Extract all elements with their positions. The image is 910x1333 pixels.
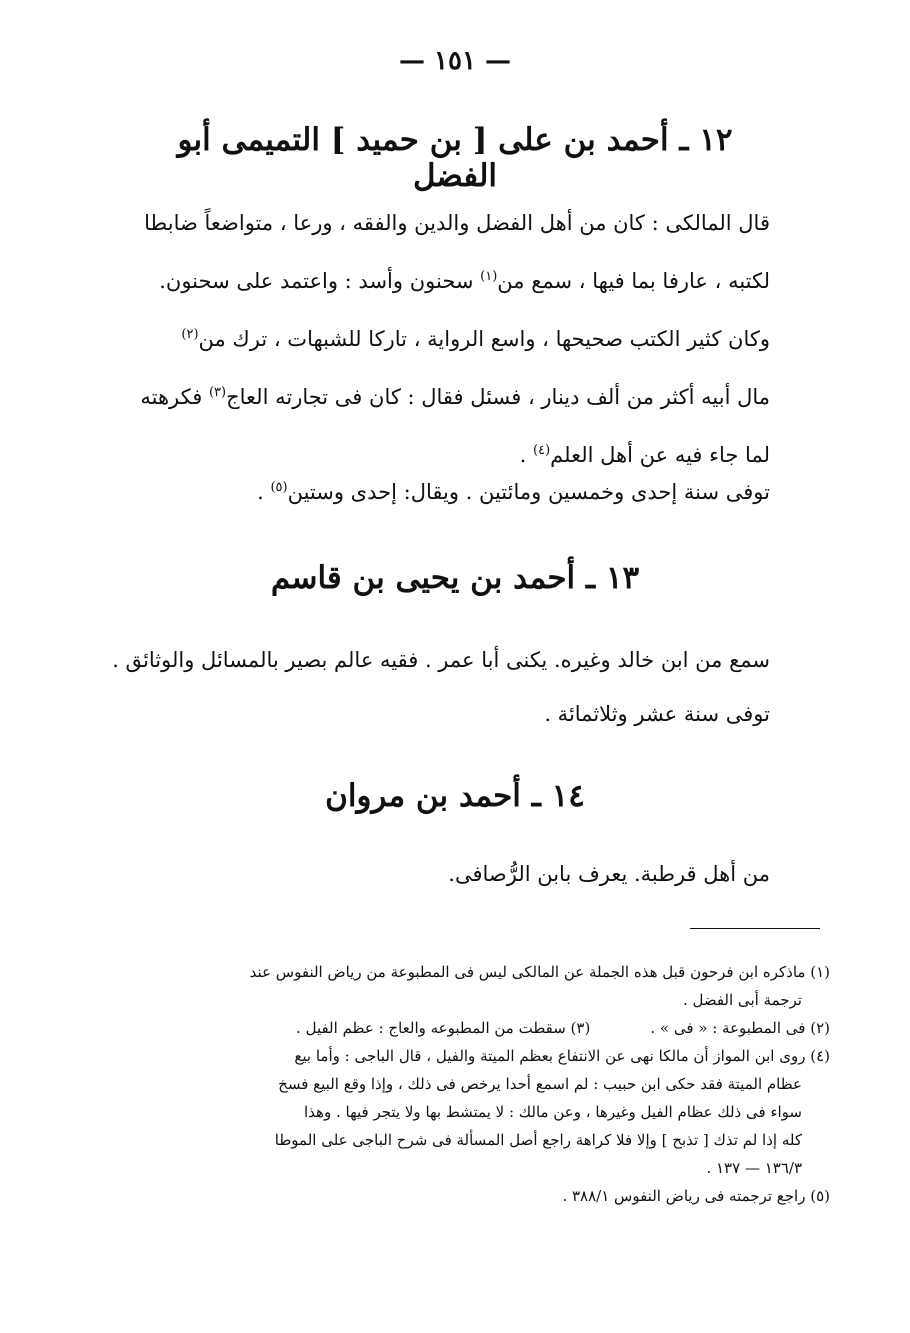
entry-12-line-4-b: فكرهته [140,385,203,409]
entry-heading-14: ١٤ ـ أحمد بن مروان [325,778,585,814]
entry-heading-12: ١٢ ـ أحمد بن على [ بن حميد ] التميمى أبو الفضل [177,122,733,194]
footnote-mark-3: (٣) [208,385,227,400]
footnote-4-line-1: (٤) روى ابن المواز أن مالكا نهى عن الانتفاع بعظم الميتة والفيل ، قال الباجى : وأما بيع [294,1047,830,1065]
entry-13-line-2: توفى سنة عشر وثلاثمائة . [544,702,770,726]
footnote-mark-2: (٢) [181,327,199,342]
footnote-1-line-2: ترجمة أبى الفضل . [682,991,802,1009]
entry-12-death-text: توفى سنة إحدى وخمسين ومائتين . ويقال: إحدى وستين [287,480,770,504]
footnote-4-line-5: ١٣٦/٣ — ١٣٧ . [706,1159,802,1177]
footnote-mark-5: (٥) [270,480,288,495]
footnote-divider [690,928,820,929]
footnote-4-line-4: كله إذا لم تذك [ تذبح ] وإلا فلا كراهة راجع أصل المسألة فى شرح الباجى على الموطا [274,1131,802,1149]
entry-12-line-2-a: لكتبه ، عارفا بما فيها ، سمع من [497,269,770,293]
entry-12-line-5-a: لما جاء فيه عن أهل العلم [550,443,770,467]
footnote-4-line-3: سواء فى ذلك عظام الفيل وغيرها ، وعن مالك : لا يمتشط بها ولا يتجر فيها . وهذا [304,1103,802,1121]
entry-heading-13: ١٣ ـ أحمد بن يحيى بن قاسم [270,560,640,596]
footnote-1-line-1: (١) ماذكره ابن فرحون قبل هذه الجملة عن المالكى ليس فى المطبوعة من رياض النفوس عند [249,963,830,981]
footnote-2-3-row [140,1014,830,1042]
footnote-mark-4: (٤) [533,443,551,458]
entry-12-line-1: قال المالكى : كان من أهل الفضل والدين والفقه ، ورعا ، متواضعاً ضابطا [144,211,770,235]
entry-12-line-3 [150,308,770,366]
entry-12-line-4 [140,366,770,424]
footnotes [140,958,830,1210]
footnote-mark-1: (١) [480,269,498,284]
footnote-2: (٢) فى المطبوعة : « فى » . [650,1019,830,1037]
entry-12-line-2-b: سحنون وأسد : واعتمد على سحنون. [159,269,474,293]
footnote-5: (٥) راجع ترجمته فى رياض النفوس ٣٨٨/١ . [562,1187,830,1205]
entry-13-line-1: سمع من ابن خالد وغيره. يكنى أبا عمر . فقيه عالم بصير بالمسائل والوثائق . [112,648,770,672]
entry-14-line-1: من أهل قرطبة. يعرف بابن الرُّصافى. [448,862,770,886]
entry-12-death: توفى سنة إحدى وخمسين ومائتين . ويقال: إحدى وستين$^{(٥)}$ . [257,480,770,504]
entry-12-line-2 [150,250,770,308]
footnote-4-line-2: عظام الميتة فقد حكى ابن حبيب : لم اسمع أحدا يرخص فى ذلك ، وإذا وقع البيع فسخ [278,1075,802,1093]
entry-12-line-3-a: وكان كثير الكتب صحيحها ، واسع الرواية ، تاركا للشبهات ، ترك من [198,327,770,351]
entry-12-line-5: لما جاء فيه عن أهل العلم$^{(٤)}$ . [519,443,770,467]
page-number: — ١٥١ — [398,46,512,76]
entry-12-line-4-a: مال أبيه أكثر من ألف دينار ، فسئل فقال : كان فى تجارته العاج [226,385,770,409]
entry-12-body [140,196,770,482]
footnote-3: (٣) سقطت من المطبوعه والعاج : عظم الفيل . [296,1019,591,1037]
